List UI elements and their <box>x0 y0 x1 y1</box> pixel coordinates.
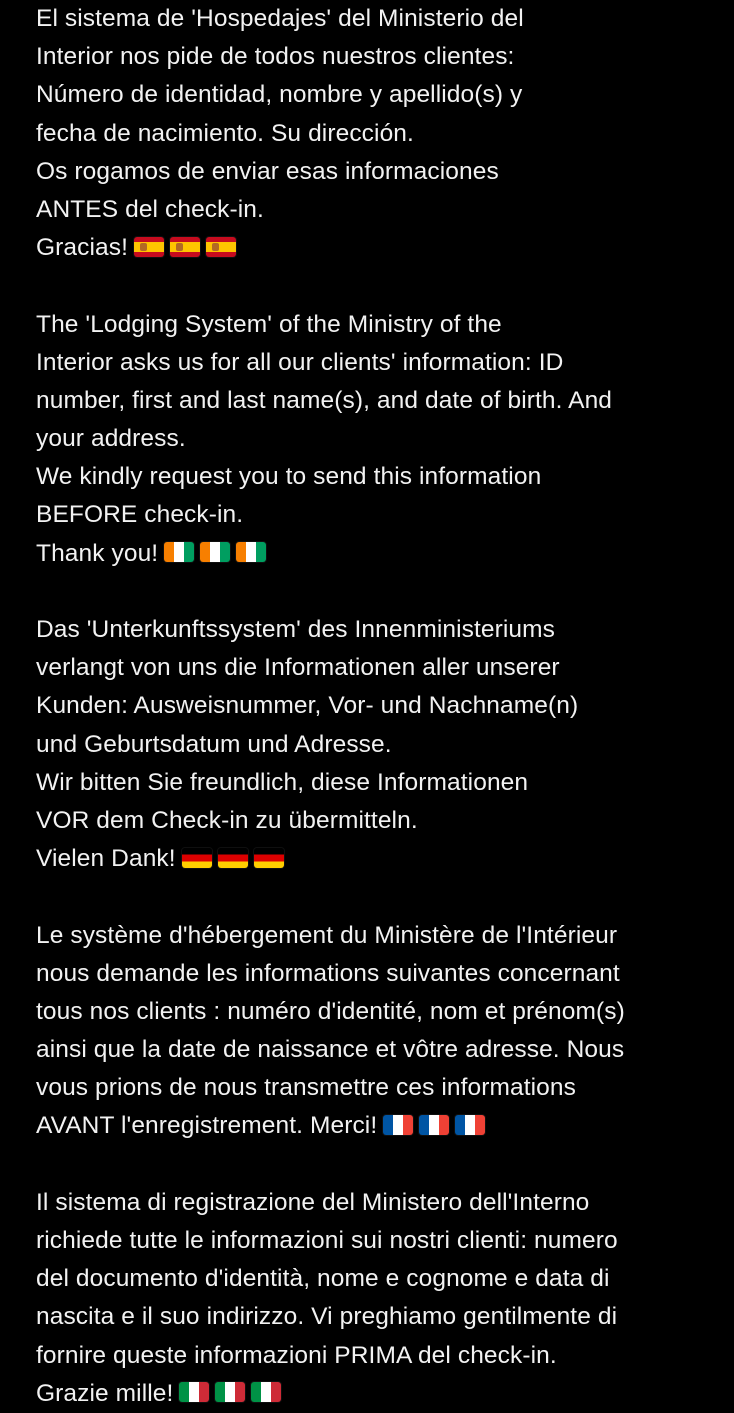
text-line: Interior nos pide de todos nuestros clientes: <box>36 43 515 71</box>
text-line: Vielen Dank! <box>36 845 176 873</box>
text-line: VOR dem Check-in zu übermitteln. <box>36 806 418 834</box>
flag-emoji-group <box>134 237 236 257</box>
text-line: tous nos clients : numéro d'identité, nom et prénom(s) <box>36 997 625 1025</box>
paragraph-gap <box>36 573 734 611</box>
france-flag-icon <box>383 1115 413 1135</box>
france-flag-icon <box>455 1115 485 1135</box>
text-line: del documento d'identità, nome e cognome e data di <box>36 1265 610 1293</box>
flag-emoji-group <box>164 542 266 562</box>
text-line: Gracias! <box>36 234 129 262</box>
text-line: Kunden: Ausweisnummer, Vor- und Nachname(n) <box>36 692 579 720</box>
text-line-with-flags <box>36 535 734 573</box>
cote-divoire-flag-icon <box>236 542 266 562</box>
spain-flag-icon <box>206 237 236 257</box>
text-line: Das 'Unterkunftssystem' des Innenministeriums <box>36 616 556 643</box>
text-line: number, first and last name(s), and date of birth. And <box>36 386 613 414</box>
text-line-with-flags <box>36 229 734 267</box>
italy-flag-icon <box>215 1382 245 1402</box>
text-line: Interior asks us for all our clients' information: ID <box>36 348 564 376</box>
germany-flag-icon <box>218 848 248 868</box>
flag-emoji-group <box>179 1382 281 1402</box>
italy-flag-icon <box>179 1382 209 1402</box>
text-line: richiede tutte le informazioni sui nostri clienti: numero <box>36 1227 618 1254</box>
text-line: We kindly request you to send this information <box>36 463 542 491</box>
paragraph-french <box>36 917 734 1146</box>
text-line: BEFORE check-in. <box>36 501 244 529</box>
text-line: The 'Lodging System' of the Ministry of the <box>36 310 502 338</box>
germany-flag-icon <box>254 848 284 868</box>
text-line: ainsi que la date de naissance et vôtre adresse. Nous <box>36 1036 625 1064</box>
paragraph-gap <box>36 878 734 916</box>
text-line: AVANT l'enregistrement. Merci! <box>36 1112 378 1140</box>
paragraph-gap <box>36 1146 734 1184</box>
text-line-with-flags <box>36 840 734 878</box>
germany-flag-icon <box>182 848 212 868</box>
paragraph-spanish <box>36 0 734 267</box>
text-line: nascita e il suo indirizzo. Vi preghiamo gentilmente di <box>36 1303 618 1331</box>
text-line: nous demande les informations suivantes concernant <box>36 959 620 987</box>
text-line: ANTES del check-in. <box>36 195 264 223</box>
paragraph-italian <box>36 1184 734 1413</box>
text-line: und Geburtsdatum und Adresse. <box>36 730 392 758</box>
text-line: Thank you! <box>36 539 159 567</box>
text-line: Os rogamos de enviar esas informaciones <box>36 157 499 185</box>
paragraph-english <box>36 306 734 573</box>
flag-emoji-group <box>182 848 284 868</box>
cote-divoire-flag-icon <box>164 542 194 562</box>
text-line: vous prions de nous transmettre ces informations <box>36 1074 576 1102</box>
paragraph-german <box>36 611 734 878</box>
cote-divoire-flag-icon <box>200 542 230 562</box>
text-line-with-flags <box>36 1107 734 1145</box>
text-line: fecha de nacimiento. Su dirección. <box>36 119 414 147</box>
text-line: El sistema de 'Hospedajes' del Ministerio del <box>36 5 524 32</box>
text-line: Grazie mille! <box>36 1379 174 1407</box>
text-line: Il sistema di registrazione del Ministero dell'Interno <box>36 1188 590 1216</box>
spain-flag-icon <box>170 237 200 257</box>
paragraph-gap <box>36 267 734 305</box>
text-line: fornire queste informazioni PRIMA del check-in. <box>36 1341 557 1369</box>
text-line: verlangt von uns die Informationen aller unserer <box>36 654 560 682</box>
flag-emoji-group <box>383 1115 485 1135</box>
text-line: Número de identidad, nombre y apellido(s) y <box>36 81 523 109</box>
text-line-with-flags <box>36 1375 734 1413</box>
italy-flag-icon <box>251 1382 281 1402</box>
text-line: Wir bitten Sie freundlich, diese Informationen <box>36 768 529 796</box>
text-line: your address. <box>36 425 186 453</box>
text-line: Le système d'hébergement du Ministère de l'Intérieur <box>36 921 618 949</box>
france-flag-icon <box>419 1115 449 1135</box>
spain-flag-icon <box>134 237 164 257</box>
